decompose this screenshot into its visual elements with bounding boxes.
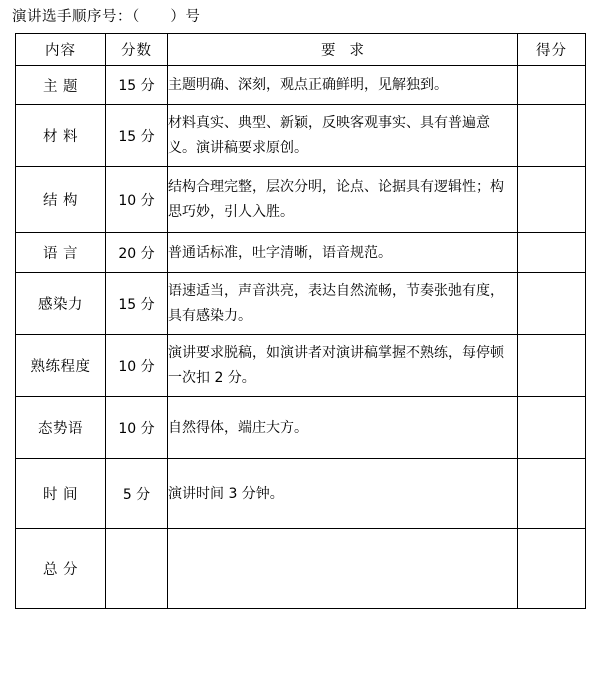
row-score-structure: 10 分 <box>106 167 168 233</box>
row-content-time: 时 间 <box>16 459 106 529</box>
row-score-material: 15 分 <box>106 105 168 167</box>
row-score-theme: 15 分 <box>106 66 168 105</box>
row-points-material[interactable] <box>518 105 586 167</box>
row-requirement-total <box>168 529 518 609</box>
row-requirement-gesture: 自然得体，端庄大方。 <box>168 397 518 459</box>
table-header-row <box>16 34 586 66</box>
table-row-total <box>16 529 586 609</box>
row-points-gesture[interactable] <box>518 397 586 459</box>
table-row <box>16 397 586 459</box>
row-points-total[interactable] <box>518 529 586 609</box>
row-requirement-material: 材料真实、典型、新颖，反映客观事实、具有普遍意义。演讲稿要求原创。 <box>168 105 518 167</box>
row-content-theme: 主 题 <box>16 66 106 105</box>
row-content-material: 材 料 <box>16 105 106 167</box>
row-requirement-theme: 主题明确、深刻，观点正确鲜明，见解独到。 <box>168 66 518 105</box>
row-content-appeal: 感染力 <box>16 273 106 335</box>
table-row <box>16 273 586 335</box>
row-points-proficiency[interactable] <box>518 335 586 397</box>
row-points-language[interactable] <box>518 233 586 273</box>
header-requirement: 要求 <box>168 34 518 66</box>
row-content-structure: 结 构 <box>16 167 106 233</box>
row-requirement-language: 普通话标准，吐字清晰，语音规范。 <box>168 233 518 273</box>
header-content: 内容 <box>16 34 106 66</box>
row-points-time[interactable] <box>518 459 586 529</box>
row-points-structure[interactable] <box>518 167 586 233</box>
row-content-total: 总 分 <box>16 529 106 609</box>
table-row <box>16 335 586 397</box>
row-requirement-structure: 结构合理完整，层次分明，论点、论据具有逻辑性；构思巧妙，引人入胜。 <box>168 167 518 233</box>
row-content-proficiency: 熟练程度 <box>16 335 106 397</box>
table-row <box>16 66 586 105</box>
row-score-total <box>106 529 168 609</box>
page-title: 演讲选手顺序号：（ ）号 <box>12 9 201 25</box>
row-score-gesture: 10 分 <box>106 397 168 459</box>
row-content-gesture: 态势语 <box>16 397 106 459</box>
scoring-table <box>15 33 586 609</box>
table-row <box>16 233 586 273</box>
row-points-appeal[interactable] <box>518 273 586 335</box>
row-score-appeal: 15 分 <box>106 273 168 335</box>
row-points-theme[interactable] <box>518 66 586 105</box>
table-row <box>16 459 586 529</box>
row-score-time: 5 分 <box>106 459 168 529</box>
row-requirement-proficiency: 演讲要求脱稿，如演讲者对演讲稿掌握不熟练，每停顿一次扣 2 分。 <box>168 335 518 397</box>
row-requirement-time: 演讲时间 3 分钟。 <box>168 459 518 529</box>
row-content-language: 语 言 <box>16 233 106 273</box>
row-score-language: 20 分 <box>106 233 168 273</box>
table-row <box>16 105 586 167</box>
row-requirement-appeal: 语速适当，声音洪亮，表达自然流畅，节奏张弛有度，具有感染力。 <box>168 273 518 335</box>
row-score-proficiency: 10 分 <box>106 335 168 397</box>
header-score: 分数 <box>106 34 168 66</box>
table-row <box>16 167 586 233</box>
header-points: 得分 <box>518 34 586 66</box>
